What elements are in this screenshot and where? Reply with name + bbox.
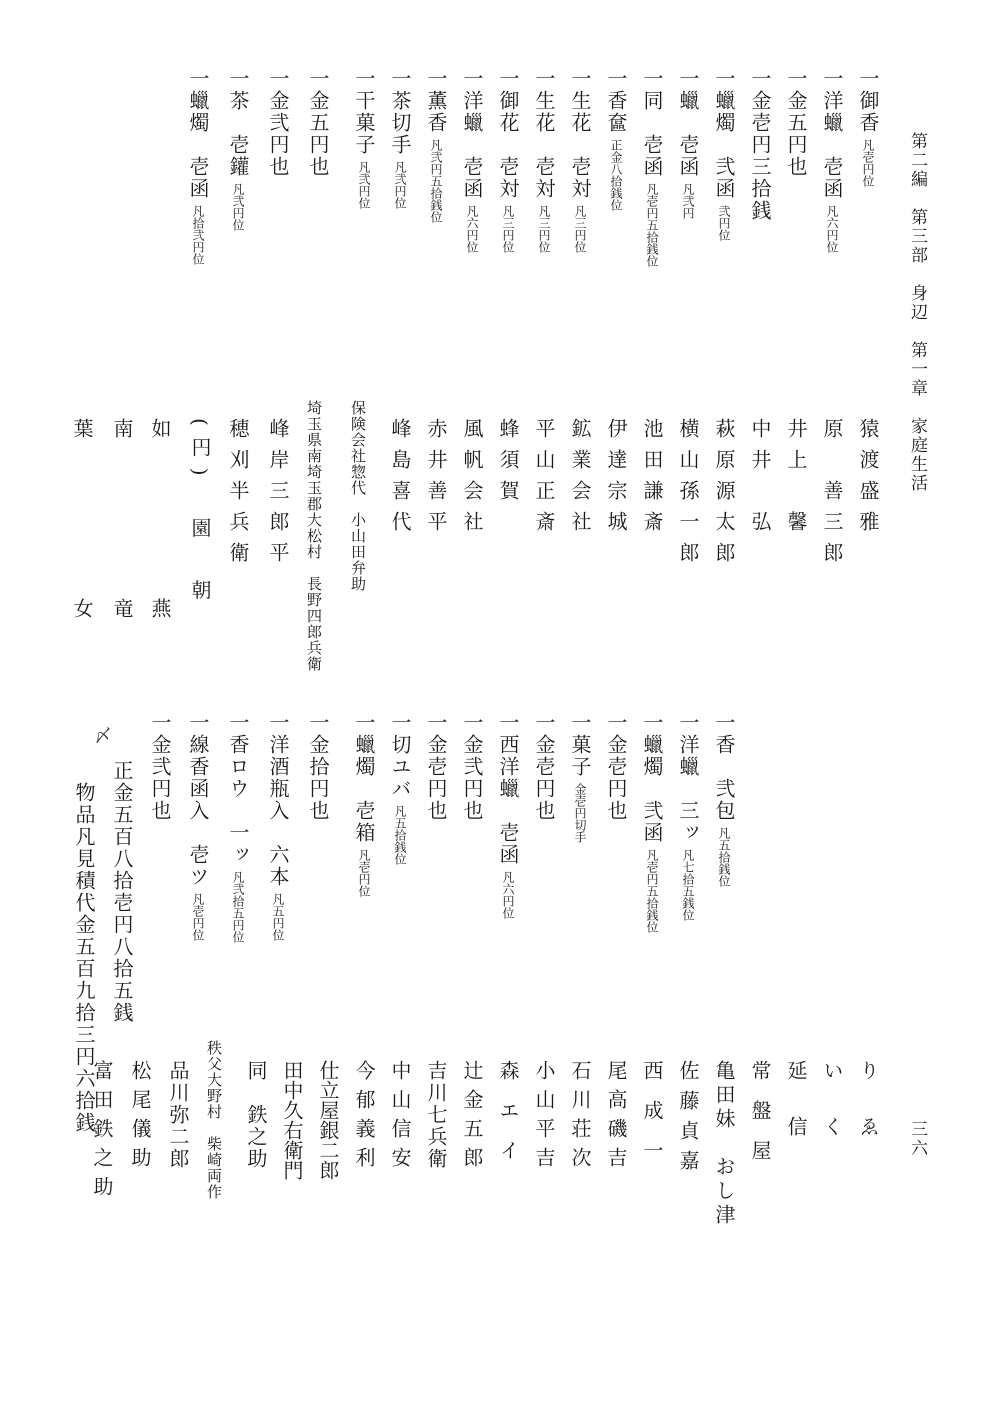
donor-name: 赤井善平 xyxy=(424,418,448,542)
list-item: 一金弐円也 xyxy=(460,712,484,822)
donor-name: 葉 女 xyxy=(70,418,94,688)
donor-name: 井上 馨 xyxy=(784,418,808,542)
donor-name: 伊達宗城 xyxy=(604,418,628,542)
list-item: 一金壱円也 xyxy=(532,712,556,822)
donor-name: 如 燕 xyxy=(148,418,172,688)
donor-name: 佐藤貞嘉 xyxy=(676,1060,700,1180)
list-item: 一蠟 壱函 凡弐円 xyxy=(676,68,700,220)
donor-name: いく xyxy=(820,1060,844,1172)
check-mark-icon: 〆 xyxy=(91,726,112,744)
donor-name: 品川弥二郎 xyxy=(166,1060,190,1170)
donor-name: 中山信安 xyxy=(388,1060,412,1176)
total-goods-estimate: 物品凡見積代金五百九拾三円六拾銭 xyxy=(72,782,96,1134)
list-item: 一御香 凡壱円位 xyxy=(856,68,880,188)
list-item: 一洋酒瓶入 六本 凡五円位 xyxy=(266,712,290,942)
list-item: 一菓子 金壱円切手 xyxy=(568,712,592,844)
list-item: 一茶 壱鑵 凡弐円位 xyxy=(226,68,250,232)
list-item: 一線香函入 壱ツ 凡壱円位 xyxy=(186,712,210,942)
donor-name: 常盤屋 xyxy=(748,1060,772,1180)
donor-name: 秩父大野村 柴崎両作 xyxy=(205,1040,223,1200)
list-item: 一金五円也 xyxy=(784,68,808,178)
donor-name: りゑ xyxy=(856,1060,880,1172)
list-item: 一金拾円也 xyxy=(306,712,330,822)
donor-name: 石川荘次 xyxy=(568,1060,592,1176)
donor-name: 原 善三郎 xyxy=(820,418,844,573)
list-item: 一香 弐包 凡五拾銭位 xyxy=(712,712,736,888)
list-item: 一洋蠟 壱函 凡六円位 xyxy=(460,68,484,254)
donor-name: 延信 xyxy=(784,1060,808,1172)
donor-name: 南 竜 xyxy=(110,418,134,688)
list-item: 一香奩 正金八拾銭位 xyxy=(604,68,628,212)
list-item: 一金弐円也 xyxy=(148,712,172,822)
running-header: 第二編 第三部 身辺 第一章 家庭生活 xyxy=(907,132,927,493)
donor-name: 穂刈半兵衛 xyxy=(226,418,250,573)
donor-name: 峰島喜代 xyxy=(388,418,412,542)
list-item: 一生花 壱対 凡三円位 xyxy=(532,68,556,254)
list-item: 一洋蠟 壱函 凡六円位 xyxy=(820,68,844,254)
list-item: 一茶切手 凡弐円位 xyxy=(388,68,412,210)
list-item: 一蠟燭 壱箱 凡壱円位 xyxy=(352,712,376,898)
donor-name: 平山正斎 xyxy=(532,418,556,542)
donor-name: 吉川七兵衛 xyxy=(424,1060,448,1170)
donor-name: 同 鉄之助 xyxy=(244,1060,268,1170)
donor-name: 埼玉県南埼玉郡大松村 長野四郎兵衛 xyxy=(305,400,323,672)
donor-name: 保険会社惣代 小山田弁助 xyxy=(349,400,367,592)
donor-name: 猿渡盛雅 xyxy=(856,418,880,542)
list-item: 一金壱円也 xyxy=(424,712,448,822)
list-item: 一干菓子 凡弐円位 xyxy=(352,68,376,210)
list-item: 一香ロウ 一ッ 凡弐拾五円位 xyxy=(226,712,250,944)
donor-name: 西成一 xyxy=(640,1060,664,1180)
list-item: 一洋蠟 三ッ 凡七拾五銭位 xyxy=(676,712,700,922)
donor-name: 横山孫一郎 xyxy=(676,418,700,573)
donor-name: 森エイ xyxy=(496,1060,520,1180)
donor-name: 峰岸三郎平 xyxy=(266,418,290,573)
list-item: 一蠟燭 弐函 凡壱円五拾銭位 xyxy=(640,712,664,934)
list-item: 一御花 壱対 凡三円位 xyxy=(496,68,520,254)
donor-name: 中井 弘 xyxy=(748,418,772,542)
list-item: 一金弐円也 xyxy=(266,68,290,178)
list-item: 一金五円也 xyxy=(306,68,330,178)
donor-name: 池田謙斎 xyxy=(640,418,664,542)
list-item: 一薫香 凡弐円五拾銭位 xyxy=(424,68,448,224)
donor-name: 亀田妹 おし津 xyxy=(712,1060,736,1228)
donor-name: 蜂須賀 xyxy=(496,418,520,511)
list-item: 一金壱円也 xyxy=(604,712,628,822)
donor-name: 今郁義利 xyxy=(352,1060,376,1176)
donor-name: 鉱業会社 xyxy=(568,418,592,542)
list-item: 一西洋蠟 壱函 凡六円位 xyxy=(496,712,520,920)
list-item: 一切ユバ 凡五拾銭位 xyxy=(388,712,412,866)
donor-name: (円) 園 朝 xyxy=(188,418,212,611)
list-item: 一生花 壱対 凡三円位 xyxy=(568,68,592,254)
total-cash: 正金五百八拾壱円八拾五銭 xyxy=(110,760,134,1024)
donor-name: 辻金五郎 xyxy=(460,1060,484,1176)
donor-name: 小山平吉 xyxy=(532,1060,556,1176)
donor-name: 風帆会社 xyxy=(460,418,484,542)
donor-name: 田中久右衛門 xyxy=(280,1060,304,1180)
donor-name: 仕立屋銀二郎 xyxy=(316,1060,340,1180)
list-item: 一金壱円三拾銭 xyxy=(748,68,772,222)
donor-name: 松尾儀助 xyxy=(128,1060,152,1176)
donor-name: 尾高磯吉 xyxy=(604,1060,628,1176)
list-item: 一同 壱函 凡壱円五拾銭位 xyxy=(640,68,664,268)
donor-name: 富田鉄之助 xyxy=(90,1060,114,1205)
list-item: 一蠟燭 弐函 弐円位 xyxy=(712,68,736,242)
donor-name: 萩原源太郎 xyxy=(712,418,736,573)
list-item: 一蠟燭 壱函 凡拾弐円位 xyxy=(186,68,210,266)
page-number: 三六 xyxy=(907,1120,927,1158)
